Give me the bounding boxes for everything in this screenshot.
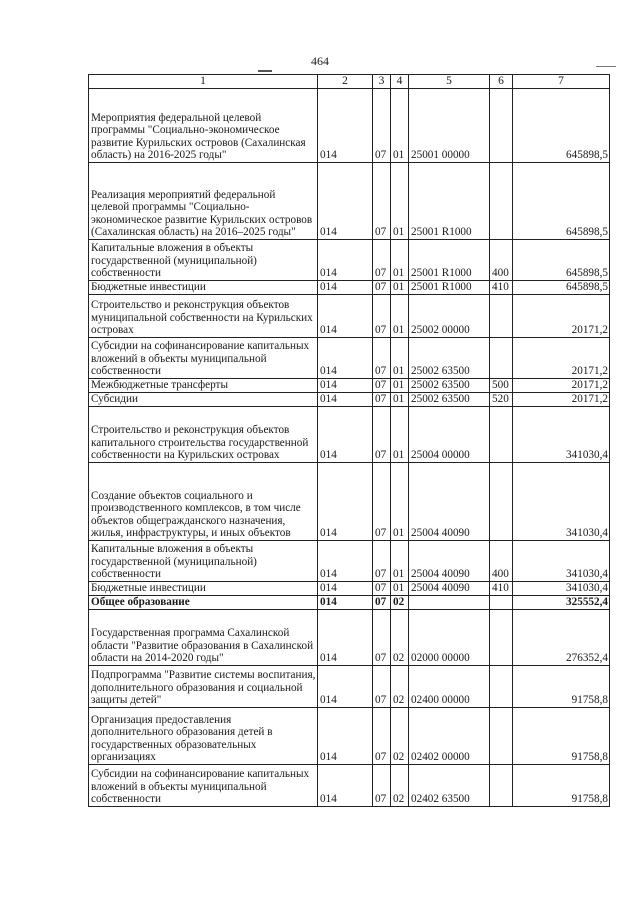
row-target-article: 25004 40090 xyxy=(409,541,490,582)
row-target-article: 25004 40090 xyxy=(409,463,490,541)
row-ministry-code: 014 xyxy=(318,407,373,463)
row-amount: 20171,2 xyxy=(513,338,610,379)
row-target-article: 25001 00000 xyxy=(409,89,490,163)
row-subsection-code: 01 xyxy=(391,89,409,163)
row-subsection-code: 02 xyxy=(391,596,409,610)
row-expense-type: 500 xyxy=(490,379,513,393)
header-col-7: 7 xyxy=(513,75,610,89)
table-row xyxy=(89,338,610,379)
row-name: Строительство и реконструкция объектов муниципальной собственности на Курильских островах xyxy=(89,295,318,338)
table-row xyxy=(89,666,610,708)
row-section-code: 07 xyxy=(373,541,391,582)
header-col-1: 1 xyxy=(89,75,318,89)
row-name: Межбюджетные трансферты xyxy=(89,379,318,393)
header-col-4: 4 xyxy=(391,75,409,89)
row-subsection-code: 01 xyxy=(391,407,409,463)
table-row xyxy=(89,163,610,240)
row-section-code: 07 xyxy=(373,610,391,666)
row-target-article: 25004 00000 xyxy=(409,407,490,463)
row-subsection-code: 01 xyxy=(391,295,409,338)
header-col-5: 5 xyxy=(409,75,490,89)
row-expense-type xyxy=(490,666,513,708)
row-ministry-code: 014 xyxy=(318,338,373,379)
row-amount: 20171,2 xyxy=(513,393,610,407)
row-amount: 341030,4 xyxy=(513,541,610,582)
row-name: Общее образование xyxy=(89,596,318,610)
row-expense-type xyxy=(490,765,513,807)
row-section-code: 07 xyxy=(373,281,391,295)
row-subsection-code: 01 xyxy=(391,463,409,541)
table-row xyxy=(89,89,610,163)
row-subsection-code: 02 xyxy=(391,708,409,765)
table-row xyxy=(89,379,610,393)
row-ministry-code: 014 xyxy=(318,240,373,281)
row-name: Подпрограмма "Развитие системы воспитания, дополнительного образования и социальной защиты детей" xyxy=(89,666,318,708)
row-amount: 91758,8 xyxy=(513,708,610,765)
row-subsection-code: 02 xyxy=(391,610,409,666)
row-section-code: 07 xyxy=(373,163,391,240)
row-name: Субсидии на софинансирование капитальных вложений в объекты муниципальной собственности xyxy=(89,765,318,807)
row-name: Реализация мероприятий федеральной целевой программы "Социально-экономическое развитие Курильских островов (Сахалинская область) на 2016–2025 годы" xyxy=(89,163,318,240)
row-expense-type xyxy=(490,610,513,666)
row-target-article: 25001 R1000 xyxy=(409,163,490,240)
row-amount: 276352,4 xyxy=(513,610,610,666)
row-subsection-code: 02 xyxy=(391,666,409,708)
row-subsection-code: 01 xyxy=(391,379,409,393)
row-amount: 645898,5 xyxy=(513,281,610,295)
row-expense-type: 410 xyxy=(490,281,513,295)
row-name: Мероприятия федеральной целевой программы "Социально-экономическое развитие Курильских островов (Сахалинская область) на 2016-2025 годы" xyxy=(89,89,318,163)
header-col-6: 6 xyxy=(490,75,513,89)
row-expense-type xyxy=(490,163,513,240)
row-expense-type xyxy=(490,338,513,379)
row-name: Бюджетные инвестиции xyxy=(89,281,318,295)
row-target-article: 02402 00000 xyxy=(409,708,490,765)
row-amount: 645898,5 xyxy=(513,240,610,281)
row-section-code: 07 xyxy=(373,379,391,393)
row-target-article xyxy=(409,596,490,610)
table-header-row xyxy=(89,75,610,89)
row-amount: 341030,4 xyxy=(513,582,610,596)
row-subsection-code: 01 xyxy=(391,393,409,407)
row-expense-type xyxy=(490,463,513,541)
row-ministry-code: 014 xyxy=(318,163,373,240)
row-expense-type xyxy=(490,89,513,163)
row-name: Строительство и реконструкция объектов капитального строительства государственной собственности на Курильских островах xyxy=(89,407,318,463)
row-ministry-code: 014 xyxy=(318,666,373,708)
table-row xyxy=(89,596,610,610)
header-col-3: 3 xyxy=(373,75,391,89)
row-expense-type xyxy=(490,708,513,765)
table-row xyxy=(89,765,610,807)
row-target-article: 02402 63500 xyxy=(409,765,490,807)
table-row xyxy=(89,463,610,541)
row-subsection-code: 01 xyxy=(391,240,409,281)
row-expense-type: 400 xyxy=(490,541,513,582)
table-row xyxy=(89,295,610,338)
table-row xyxy=(89,541,610,582)
row-expense-type xyxy=(490,407,513,463)
row-expense-type: 520 xyxy=(490,393,513,407)
row-section-code: 07 xyxy=(373,89,391,163)
row-section-code: 07 xyxy=(373,338,391,379)
row-amount: 325552,4 xyxy=(513,596,610,610)
row-target-article: 25001 R1000 xyxy=(409,240,490,281)
row-expense-type xyxy=(490,596,513,610)
row-amount: 341030,4 xyxy=(513,407,610,463)
row-ministry-code: 014 xyxy=(318,582,373,596)
row-subsection-code: 01 xyxy=(391,163,409,240)
row-amount: 645898,5 xyxy=(513,89,610,163)
table-row xyxy=(89,582,610,596)
row-section-code: 07 xyxy=(373,240,391,281)
row-subsection-code: 02 xyxy=(391,765,409,807)
row-name: Капитальные вложения в объекты государственной (муниципальной) собственности xyxy=(89,240,318,281)
row-name: Организация предоставления дополнительного образования детей в государственных образовательных организациях xyxy=(89,708,318,765)
table-row xyxy=(89,393,610,407)
row-ministry-code: 014 xyxy=(318,281,373,295)
table-row xyxy=(89,610,610,666)
row-ministry-code: 014 xyxy=(318,379,373,393)
row-amount: 341030,4 xyxy=(513,463,610,541)
row-name: Субсидии на софинансирование капитальных вложений в объекты муниципальной собственности xyxy=(89,338,318,379)
budget-table xyxy=(88,74,610,807)
row-name: Бюджетные инвестиции xyxy=(89,582,318,596)
row-target-article: 02400 00000 xyxy=(409,666,490,708)
table-body xyxy=(89,75,610,807)
row-target-article: 25002 63500 xyxy=(409,393,490,407)
row-subsection-code: 01 xyxy=(391,338,409,379)
row-subsection-code: 01 xyxy=(391,541,409,582)
row-amount: 20171,2 xyxy=(513,379,610,393)
row-ministry-code: 014 xyxy=(318,596,373,610)
row-subsection-code: 01 xyxy=(391,582,409,596)
row-section-code: 07 xyxy=(373,393,391,407)
row-amount: 91758,8 xyxy=(513,765,610,807)
row-name: Создание объектов социального и производственного комплексов, в том числе объектов общегражданского назначения, жилья, инфраструктуры, и иных объектов xyxy=(89,463,318,541)
row-ministry-code: 014 xyxy=(318,463,373,541)
table-row xyxy=(89,240,610,281)
scan-artifact-mark xyxy=(258,70,272,72)
row-target-article: 02000 00000 xyxy=(409,610,490,666)
header-col-2: 2 xyxy=(318,75,373,89)
table-row xyxy=(89,708,610,765)
row-ministry-code: 014 xyxy=(318,541,373,582)
row-amount: 20171,2 xyxy=(513,295,610,338)
table-row xyxy=(89,407,610,463)
table-row xyxy=(89,281,610,295)
row-target-article: 25004 40090 xyxy=(409,582,490,596)
row-expense-type: 400 xyxy=(490,240,513,281)
row-section-code: 07 xyxy=(373,295,391,338)
row-section-code: 07 xyxy=(373,666,391,708)
row-section-code: 07 xyxy=(373,407,391,463)
row-target-article: 25002 00000 xyxy=(409,295,490,338)
row-section-code: 07 xyxy=(373,596,391,610)
row-section-code: 07 xyxy=(373,765,391,807)
row-target-article: 25002 63500 xyxy=(409,338,490,379)
row-section-code: 07 xyxy=(373,582,391,596)
row-subsection-code: 01 xyxy=(391,281,409,295)
row-name: Субсидии xyxy=(89,393,318,407)
row-target-article: 25001 R1000 xyxy=(409,281,490,295)
row-ministry-code: 014 xyxy=(318,765,373,807)
row-expense-type xyxy=(490,295,513,338)
row-target-article: 25002 63500 xyxy=(409,379,490,393)
row-amount: 91758,8 xyxy=(513,666,610,708)
row-name: Государственная программа Сахалинской области "Развитие образования в Сахалинской области на 2014-2020 годы" xyxy=(89,610,318,666)
page-number: 464 xyxy=(311,54,329,68)
row-section-code: 07 xyxy=(373,463,391,541)
scan-artifact-line xyxy=(596,66,616,67)
row-section-code: 07 xyxy=(373,708,391,765)
row-ministry-code: 014 xyxy=(318,393,373,407)
row-ministry-code: 014 xyxy=(318,708,373,765)
row-ministry-code: 014 xyxy=(318,295,373,338)
row-ministry-code: 014 xyxy=(318,610,373,666)
row-name: Капитальные вложения в объекты государственной (муниципальной) собственности xyxy=(89,541,318,582)
row-amount: 645898,5 xyxy=(513,163,610,240)
row-ministry-code: 014 xyxy=(318,89,373,163)
row-expense-type: 410 xyxy=(490,582,513,596)
